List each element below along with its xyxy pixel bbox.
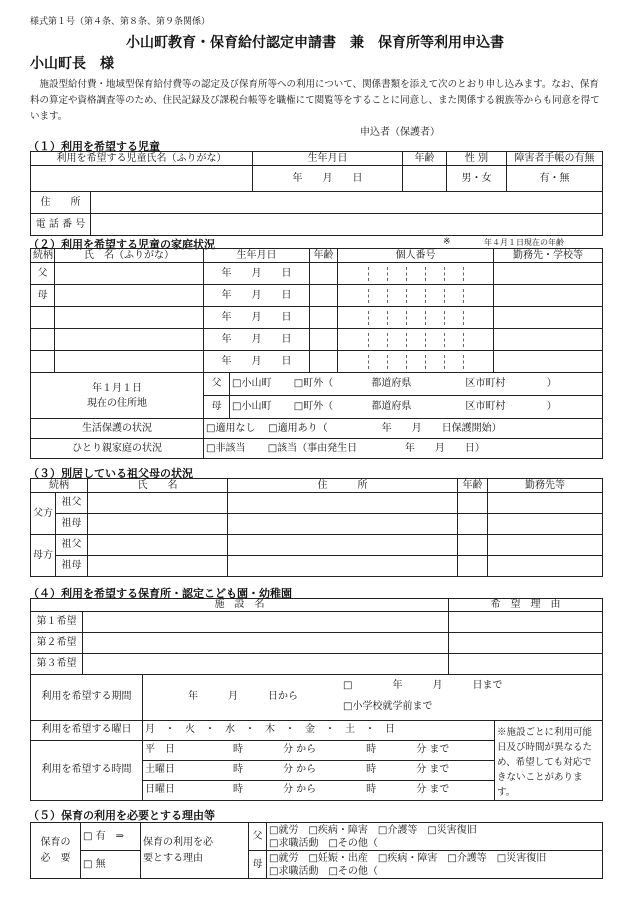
time-sunday-row[interactable]: 日曜日 時 分 から 時 分 まで xyxy=(143,780,495,800)
time-saturday-row[interactable]: 土曜日 時 分 から 時 分 まで xyxy=(143,760,495,780)
child-handbook-field[interactable]: 有・無 xyxy=(507,166,603,192)
gp-work-field[interactable] xyxy=(488,535,603,556)
family-rel-field[interactable] xyxy=(31,307,55,329)
id-number-field[interactable] xyxy=(338,329,494,351)
form-title: 小山町教育・保育給付認定申請書 兼 保育所等利用申込書 xyxy=(126,35,504,51)
gp-address-field[interactable] xyxy=(228,514,458,535)
family-name-field[interactable] xyxy=(55,351,204,373)
need-no-option[interactable]: □ 無 xyxy=(81,851,141,879)
time-label: 利用を希望する時間 xyxy=(31,740,143,800)
gp-address-field[interactable] xyxy=(228,556,458,577)
need-label: 保育の 必 要 xyxy=(31,823,81,879)
header-gp-age: 年齢 xyxy=(458,479,488,493)
gp-name-field[interactable] xyxy=(88,535,228,556)
facility-field[interactable] xyxy=(83,653,449,674)
header-family-age: 年齢 xyxy=(310,249,338,263)
reason-field[interactable] xyxy=(449,632,603,653)
form-number: 様式第１号（第４条、第８条、第９条関係） xyxy=(30,17,211,27)
intro-text: 施設型給付費・地域型保育給付費等の認定及び保育所等への利用について、関係書類を添えて次のとおり申し込みます。なお、保育料の算定や資格調査等のため、住民記録及び課税台帳等を職権にて閲覧等をすることに同意し、また関係する親族等からも同意を得ています。 xyxy=(30,79,600,122)
header-gp-work: 勤務先等 xyxy=(488,479,603,493)
family-birth-field[interactable]: 年 月 日 xyxy=(204,285,310,307)
age-note-mark: ※ xyxy=(443,237,451,247)
family-rel-father: 父 xyxy=(31,263,55,285)
single-parent-label: ひとり親家庭の状況 xyxy=(31,439,204,459)
family-birth-field[interactable]: 年 月 日 xyxy=(204,307,310,329)
family-name-field[interactable] xyxy=(55,285,204,307)
gp-name-field[interactable] xyxy=(88,556,228,577)
reason-field[interactable] xyxy=(449,611,603,632)
saturday-label: 土曜日 xyxy=(145,764,175,776)
gp-age-field[interactable] xyxy=(458,535,488,556)
id-number-field[interactable] xyxy=(338,307,494,329)
single-parent-options[interactable]: □非該当 □該当（事由発生日 年 月 日） xyxy=(204,439,603,459)
jan-address-mother-options[interactable]: □小山町 □町外（ 都道府県 区市町村 ） xyxy=(230,396,603,419)
header-handbook: 障害者手帳の有無 xyxy=(507,152,603,166)
period-from: 年 月 日から xyxy=(188,690,298,702)
grandfather-label: 祖父 xyxy=(56,535,88,556)
choice3-label: 第３希望 xyxy=(31,653,83,674)
applicant-label: 申込者（保護者） xyxy=(360,127,440,138)
header-reason: 希 望 理 由 xyxy=(449,599,603,612)
gp-work-field[interactable] xyxy=(488,556,603,577)
gp-work-field[interactable] xyxy=(488,493,603,514)
header-birthdate: 生年月日 xyxy=(253,152,403,166)
phone-field[interactable] xyxy=(91,214,603,236)
section5-table xyxy=(30,822,603,879)
header-family-birth: 生年月日 xyxy=(204,249,310,263)
family-age-field[interactable] xyxy=(310,329,338,351)
family-name-field[interactable] xyxy=(55,307,204,329)
gp-address-field[interactable] xyxy=(228,493,458,514)
period-to-option[interactable]: □ 年 月 日まで xyxy=(343,679,503,691)
header-child-name: 利用を希望する児童氏名（ふりがな） xyxy=(31,152,253,166)
period-field[interactable] xyxy=(143,674,603,720)
family-rel-field[interactable] xyxy=(31,329,55,351)
gp-age-field[interactable] xyxy=(458,514,488,535)
gp-name-field[interactable] xyxy=(88,493,228,514)
need-yes-option[interactable]: □ 有 ⇒ xyxy=(81,823,141,851)
child-age-field[interactable] xyxy=(403,166,447,192)
weekday-label: 平 日 xyxy=(145,744,175,756)
id-number-field[interactable] xyxy=(338,351,494,373)
family-age-field[interactable] xyxy=(310,351,338,373)
days-label: 利用を希望する曜日 xyxy=(31,720,143,740)
workplace-field[interactable] xyxy=(494,285,603,307)
address-field[interactable] xyxy=(91,192,603,214)
days-options[interactable]: 月 ・ 火 ・ 水 ・ 木 ・ 金 ・ 土 ・ 日 xyxy=(143,720,495,740)
welfare-label: 生活保護の状況 xyxy=(31,419,204,439)
jan-address-father-options[interactable]: □小山町 □町外（ 都道府県 区市町村 ） xyxy=(230,373,603,396)
time-weekday-row[interactable]: 平 日 時 分 から 時 分 まで xyxy=(143,740,495,760)
choice1-label: 第１希望 xyxy=(31,611,83,632)
header-family-name: 氏 名（ふりがな） xyxy=(55,249,204,263)
header-gp-address: 住 所 xyxy=(228,479,458,493)
gp-age-field[interactable] xyxy=(458,493,488,514)
child-name-field[interactable] xyxy=(31,166,253,192)
sunday-label: 日曜日 xyxy=(145,784,175,796)
gp-name-field[interactable] xyxy=(88,514,228,535)
header-gp-relation: 続柄 xyxy=(31,479,88,493)
reason-label: 保育の利用を必 要とする理由 xyxy=(141,823,249,879)
gp-work-field[interactable] xyxy=(488,514,603,535)
section2-table xyxy=(30,248,603,459)
section4-title: （４）利用を希望する保育所・認定こども園・幼稚園 xyxy=(28,587,292,600)
workplace-field[interactable] xyxy=(494,263,603,285)
header-facility: 施 設 名 xyxy=(31,599,449,612)
child-birthdate-field[interactable]: 年 月 日 xyxy=(253,166,403,192)
header-gp-name: 氏 名 xyxy=(88,479,228,493)
facility-field[interactable] xyxy=(83,611,449,632)
reason-mother-options[interactable]: □就労 □妊娠・出産 □疾病・障害 □介護等 □災害復旧 □求職活動 □その他（ xyxy=(267,851,603,879)
days-note: ※施設ごとに利用可能日及び時間が異なるため、希望しても対応できないことがあります。 xyxy=(495,720,603,800)
section1-title: （１）利用を希望する児童 xyxy=(28,140,160,153)
phone-label: 電 話 番 号 xyxy=(31,214,91,236)
age-note: 年４月１日現在の年齢 xyxy=(484,238,564,247)
header-sex: 性 別 xyxy=(447,152,507,166)
jan-address-father: 父 xyxy=(204,373,230,396)
family-rel-mother: 母 xyxy=(31,285,55,307)
id-number-field[interactable] xyxy=(338,263,494,285)
reason-father-label: 父 xyxy=(249,823,267,851)
section2-title: （２）利用を希望する児童の家庭状況 xyxy=(28,238,215,251)
period-label: 利用を希望する期間 xyxy=(31,674,143,720)
grandmother-label: 祖母 xyxy=(56,556,88,577)
gp-address-field[interactable] xyxy=(228,535,458,556)
grandfather-label: 祖父 xyxy=(56,493,88,514)
facility-field[interactable] xyxy=(83,632,449,653)
id-number-field[interactable] xyxy=(338,285,494,307)
welfare-options[interactable]: □適用なし □適用あり（ 年 月 日保護開始） xyxy=(204,419,603,439)
grandmother-label: 祖母 xyxy=(56,514,88,535)
header-id-number: 個人番号 xyxy=(338,249,494,263)
section4-table xyxy=(30,598,603,801)
family-age-field[interactable] xyxy=(310,307,338,329)
section3-table xyxy=(30,478,603,577)
choice2-label: 第２希望 xyxy=(31,632,83,653)
header-age: 年齢 xyxy=(403,152,447,166)
header-relation: 続柄 xyxy=(31,249,55,263)
workplace-field[interactable] xyxy=(494,351,603,373)
reason-field[interactable] xyxy=(449,653,603,674)
section5-title: （５）保育の利用を必要とする理由等 xyxy=(28,809,215,822)
address-label: 住 所 xyxy=(31,192,91,214)
family-rel-field[interactable] xyxy=(31,351,55,373)
jan-address-mother: 母 xyxy=(204,396,230,419)
child-sex-field[interactable]: 男・女 xyxy=(447,166,507,192)
section1-table xyxy=(30,151,603,236)
family-age-field[interactable] xyxy=(310,263,338,285)
reason-mother-label: 母 xyxy=(249,851,267,879)
family-age-field[interactable] xyxy=(310,285,338,307)
family-name-field[interactable] xyxy=(55,329,204,351)
family-birth-field[interactable]: 年 月 日 xyxy=(204,329,310,351)
workplace-field[interactable] xyxy=(494,329,603,351)
gp-age-field[interactable] xyxy=(458,556,488,577)
paternal-label: 父方 xyxy=(31,493,56,535)
workplace-field[interactable] xyxy=(494,307,603,329)
family-name-field[interactable] xyxy=(55,263,204,285)
period-school-option[interactable]: □小学校就学前まで xyxy=(343,700,433,712)
reason-father-options[interactable]: □就労 □疾病・障害 □介護等 □災害復旧 □求職活動 □その他（ xyxy=(267,823,603,851)
header-workplace: 勤務先・学校等 xyxy=(494,249,603,263)
jan-address-label: 年１月１日 現在の住所地 xyxy=(31,373,204,419)
family-birth-field[interactable]: 年 月 日 xyxy=(204,351,310,373)
maternal-label: 母方 xyxy=(31,535,56,577)
section3-title: （３）別居している祖父母の状況 xyxy=(28,467,193,480)
family-birth-field[interactable]: 年 月 日 xyxy=(204,263,310,285)
addressee: 小山町長 様 xyxy=(30,56,114,72)
